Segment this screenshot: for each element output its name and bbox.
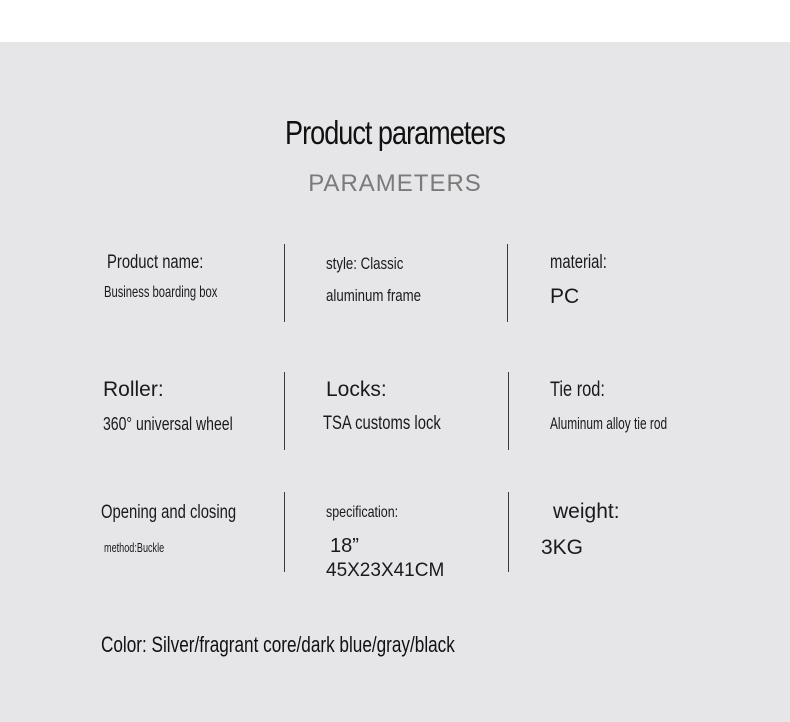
param-value: PC [550, 285, 580, 308]
param-label: weight: [553, 500, 620, 523]
param-value: 3KG [541, 536, 584, 559]
column-divider [284, 492, 285, 572]
param-label: style: Classic [326, 254, 404, 273]
param-roller [103, 378, 269, 435]
param-value: TSA customs lock [323, 413, 441, 434]
param-label: Tie rod: [550, 378, 605, 401]
column-divider [508, 372, 509, 450]
param-tie-rod [550, 378, 717, 434]
column-divider [284, 244, 285, 322]
color-options: Color: Silver/fragrant core/dark blue/gray/black [101, 632, 455, 657]
param-product-name [104, 252, 266, 302]
param-style [326, 254, 448, 306]
column-divider [507, 244, 508, 322]
param-specification [326, 504, 444, 582]
column-divider [508, 492, 509, 572]
param-value-dimensions: 45X23X41CM [326, 560, 445, 581]
param-label: Opening and closing [101, 502, 237, 523]
param-label: specification: [326, 504, 399, 521]
page-title: Product parameters [285, 114, 505, 151]
param-label: Roller: [103, 378, 164, 401]
param-label: material: [550, 252, 607, 273]
param-value: 360° universal wheel [103, 414, 233, 434]
param-weight [541, 500, 620, 560]
param-label: Locks: [326, 378, 387, 401]
param-material [550, 252, 623, 309]
param-value: 18” [330, 535, 359, 557]
parameters-panel [0, 42, 790, 722]
param-value: method:Buckle [104, 540, 165, 555]
param-locks [323, 378, 474, 435]
param-label: Product name: [107, 252, 204, 273]
column-divider [284, 372, 285, 450]
page-subtitle: PARAMETERS [308, 170, 482, 197]
param-value: aluminum frame [326, 286, 422, 305]
param-value: Business boarding box [104, 284, 218, 301]
param-value: Aluminum alloy tie rod [550, 414, 668, 433]
param-opening [101, 502, 274, 555]
